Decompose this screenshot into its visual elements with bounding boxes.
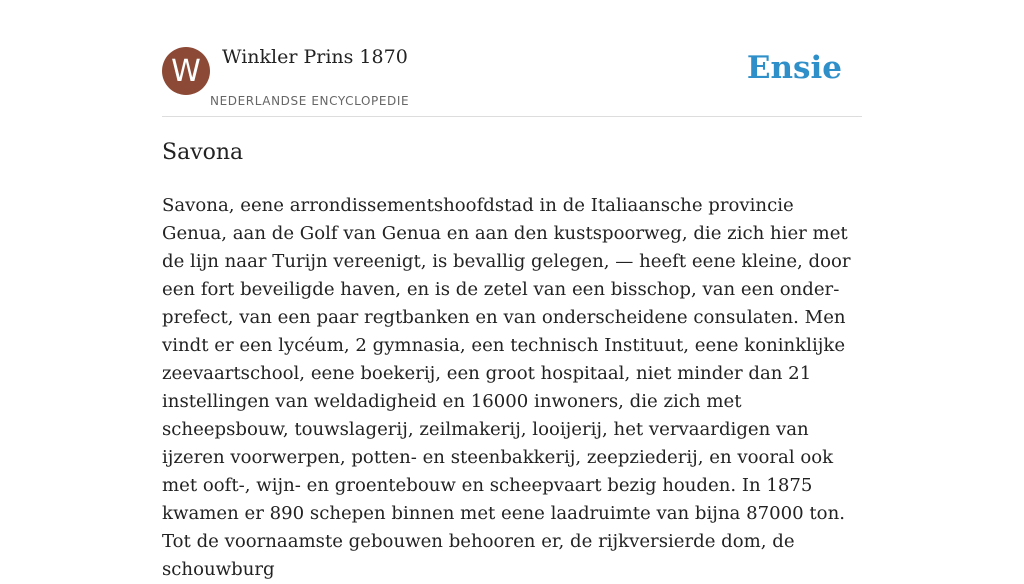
site-header xyxy=(162,46,862,117)
avatar[interactable]: W xyxy=(162,47,210,95)
article-title: Savona xyxy=(162,140,244,165)
site-subtitle: NEDERLANDSE ENCYCLOPEDIE xyxy=(210,94,410,108)
site-title[interactable]: Winkler Prins 1870 xyxy=(222,46,408,68)
brand-logo[interactable]: Ensie xyxy=(746,50,842,86)
article-body: Savona, eene arrondissementshoofdstad in de Italiaansche provincie Genua, aan de Golf van Genua en aan den kustspoorweg, die zich hier met de lijn naar Turijn vereenigt, is bevallig gelegen, — heeft eene kleine, door een fort beveiligde haven, en is de zetel van een bisschop, van een onder-prefect, van een paar regtbanken en van onderscheidene consulaten. Men vindt er een lycéum, 2 gymnasia, een technisch Instituut, eene koninklijke zeevaartschool, eene boekerij, een groot hospitaal, niet minder dan 21 instellingen van weldadigheid en 16000 inwoners, die zich met scheepsbouw, touwslagerij, zeilmakerij, looijerij, het vervaardigen van ijzeren voorwerpen, potten- en steenbakkerij, zeepziederij, en vooral ook met ooft-, wijn- en groentebouw en scheepvaart bezig houden. In 1875 kwamen er 890 schepen binnen met eene laadruimte van bijna 87000 ton. Tot de voornaamste gebouwen behooren er, de rijkversierde dom, de schouwburg xyxy=(162,195,851,580)
